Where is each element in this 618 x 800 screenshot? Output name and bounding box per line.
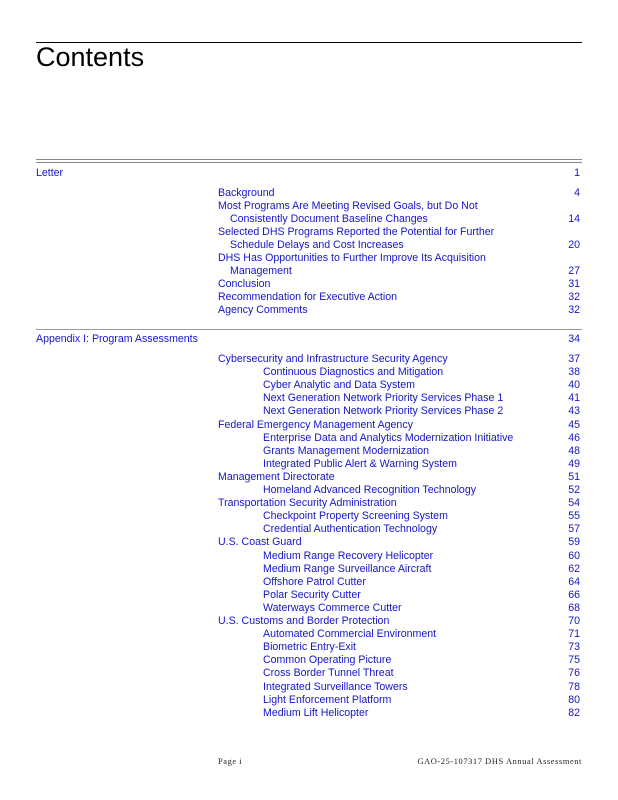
toc-program-entry[interactable]: Grants Management Modernization bbox=[263, 444, 430, 457]
double-rule bbox=[36, 159, 582, 163]
toc-program-entry[interactable]: Credential Authentication Technology bbox=[263, 523, 438, 536]
toc-program-entry[interactable]: Next Generation Network Priority Services Phase 2 bbox=[263, 405, 504, 418]
toc-program-entry[interactable]: Integrated Public Alert & Warning System bbox=[263, 457, 457, 470]
toc-entry-line[interactable]: Recommendation for Executive Action bbox=[218, 291, 398, 304]
toc-agency-entry[interactable]: U.S. Customs and Border Protection bbox=[218, 615, 390, 627]
toc-entry-page[interactable]: 60 bbox=[568, 549, 580, 562]
toc-program-entry[interactable]: Enterprise Data and Analytics Modernization Initiative bbox=[263, 431, 514, 444]
toc-program-entry[interactable]: Homeland Advanced Recognition Technology bbox=[263, 484, 477, 496]
toc-entry-line[interactable]: Selected DHS Programs Reported the Potential for Further bbox=[218, 225, 495, 238]
toc-entry-page[interactable]: 82 bbox=[568, 706, 580, 719]
toc-entry-line[interactable]: Management bbox=[230, 265, 292, 278]
footer-page-number: Page i bbox=[218, 757, 243, 766]
toc-entry-page[interactable]: 41 bbox=[568, 392, 580, 405]
toc-program-entry[interactable]: Checkpoint Property Screening System bbox=[263, 510, 448, 523]
toc-agency-entry[interactable]: Transportation Security Administration bbox=[218, 497, 397, 510]
toc-program-entry[interactable]: Cyber Analytic and Data System bbox=[263, 379, 415, 392]
toc-entry-page[interactable]: 32 bbox=[568, 291, 580, 304]
toc-entry-page[interactable]: 55 bbox=[568, 510, 580, 523]
toc-agency-entry[interactable]: Federal Emergency Management Agency bbox=[218, 418, 413, 431]
toc-entry-page[interactable]: 64 bbox=[568, 575, 580, 588]
toc-entry-page[interactable]: 27 bbox=[568, 265, 580, 278]
toc-agency-entry[interactable]: Cybersecurity and Infrastructure Security Agency bbox=[218, 353, 448, 365]
toc-entry-page[interactable]: 32 bbox=[568, 304, 580, 317]
toc-program-entry[interactable]: Continuous Diagnostics and Mitigation bbox=[263, 366, 444, 379]
toc-entry-page[interactable]: 59 bbox=[568, 536, 580, 549]
toc-program-entry[interactable]: Polar Security Cutter bbox=[263, 588, 361, 601]
toc-entry-page[interactable]: 78 bbox=[568, 680, 580, 693]
toc-entry-line[interactable]: Consistently Document Baseline Changes bbox=[230, 212, 428, 225]
toc-entry-line[interactable]: Most Programs Are Meeting Revised Goals, but Do Not bbox=[218, 199, 478, 212]
toc-entry-page[interactable]: 40 bbox=[568, 379, 580, 392]
toc-program-entry[interactable]: Integrated Surveillance Towers bbox=[263, 680, 408, 693]
toc-entry-page[interactable]: 52 bbox=[568, 484, 580, 496]
toc-entry-page[interactable]: 73 bbox=[568, 641, 580, 654]
toc-entry-page[interactable]: 45 bbox=[568, 418, 580, 431]
toc-program-entry[interactable]: Automated Commercial Environment bbox=[263, 628, 437, 641]
toc-entry-line[interactable]: Schedule Delays and Cost Increases bbox=[230, 238, 404, 251]
toc-program-entry[interactable]: Medium Range Surveillance Aircraft bbox=[263, 562, 432, 575]
toc-entry-line[interactable]: Conclusion bbox=[218, 278, 271, 291]
toc-entry-page[interactable]: 68 bbox=[568, 601, 580, 614]
toc-entry-page[interactable]: 57 bbox=[568, 523, 580, 536]
toc-entry-page[interactable]: 51 bbox=[568, 470, 580, 483]
toc-appendix-page[interactable]: 34 bbox=[568, 333, 580, 345]
toc-entry-page[interactable]: 14 bbox=[568, 212, 580, 225]
toc-letter-page[interactable]: 1 bbox=[574, 167, 580, 179]
toc-entry-page[interactable]: 49 bbox=[568, 457, 580, 470]
toc-program-entry[interactable]: Medium Lift Helicopter bbox=[263, 706, 369, 719]
toc-entry-page[interactable]: 70 bbox=[568, 615, 580, 627]
toc-entry-page[interactable]: 80 bbox=[568, 693, 580, 706]
toc-entry-page[interactable]: 37 bbox=[568, 353, 580, 365]
toc-entry-page[interactable]: 43 bbox=[568, 405, 580, 418]
toc-program-entry[interactable]: Offshore Patrol Cutter bbox=[263, 575, 366, 588]
toc-entry-page[interactable]: 38 bbox=[568, 366, 580, 379]
toc-program-entry[interactable]: Common Operating Picture bbox=[263, 654, 392, 667]
toc-entry-page[interactable]: 20 bbox=[568, 238, 580, 251]
toc-entry-line[interactable]: Agency Comments bbox=[218, 304, 308, 317]
toc-appendix-link[interactable]: Appendix I: Program Assessments bbox=[36, 333, 198, 345]
toc-entry-line[interactable]: Background bbox=[218, 186, 275, 199]
toc-entry-page[interactable]: 71 bbox=[568, 628, 580, 641]
toc-program-entry[interactable]: Biometric Entry-Exit bbox=[263, 641, 357, 654]
footer-report-id: GAO-25-107317 DHS Annual Assessment bbox=[417, 757, 582, 766]
toc-entry-line[interactable]: DHS Has Opportunities to Further Improve Its Acquisition bbox=[218, 252, 486, 264]
toc-agency-entry[interactable]: U.S. Coast Guard bbox=[218, 536, 302, 549]
toc-entry-page[interactable]: 76 bbox=[568, 667, 580, 680]
toc-program-entry[interactable]: Cross Border Tunnel Threat bbox=[263, 667, 394, 680]
toc-letter-link[interactable]: Letter bbox=[36, 167, 64, 179]
toc-program-entry[interactable]: Waterways Commerce Cutter bbox=[263, 601, 402, 614]
toc-entry-page[interactable]: 66 bbox=[568, 588, 580, 601]
page-title: Contents bbox=[36, 42, 145, 72]
toc-entry-page[interactable]: 62 bbox=[568, 562, 580, 575]
toc-entry-page[interactable]: 75 bbox=[568, 654, 580, 667]
toc-entry-page[interactable]: 4 bbox=[574, 186, 580, 199]
toc-agency-entry[interactable]: Management Directorate bbox=[218, 470, 335, 483]
toc-entry-page[interactable]: 54 bbox=[568, 497, 580, 510]
toc-program-entry[interactable]: Medium Range Recovery Helicopter bbox=[263, 549, 434, 562]
toc-entry-page[interactable]: 48 bbox=[568, 444, 580, 457]
section-divider bbox=[36, 329, 582, 330]
toc-entry-page[interactable]: 31 bbox=[568, 278, 580, 291]
toc-program-entry[interactable]: Light Enforcement Platform bbox=[263, 693, 392, 706]
toc-program-entry[interactable]: Next Generation Network Priority Services Phase 1 bbox=[263, 392, 504, 405]
toc-entry-page[interactable]: 46 bbox=[568, 431, 580, 444]
